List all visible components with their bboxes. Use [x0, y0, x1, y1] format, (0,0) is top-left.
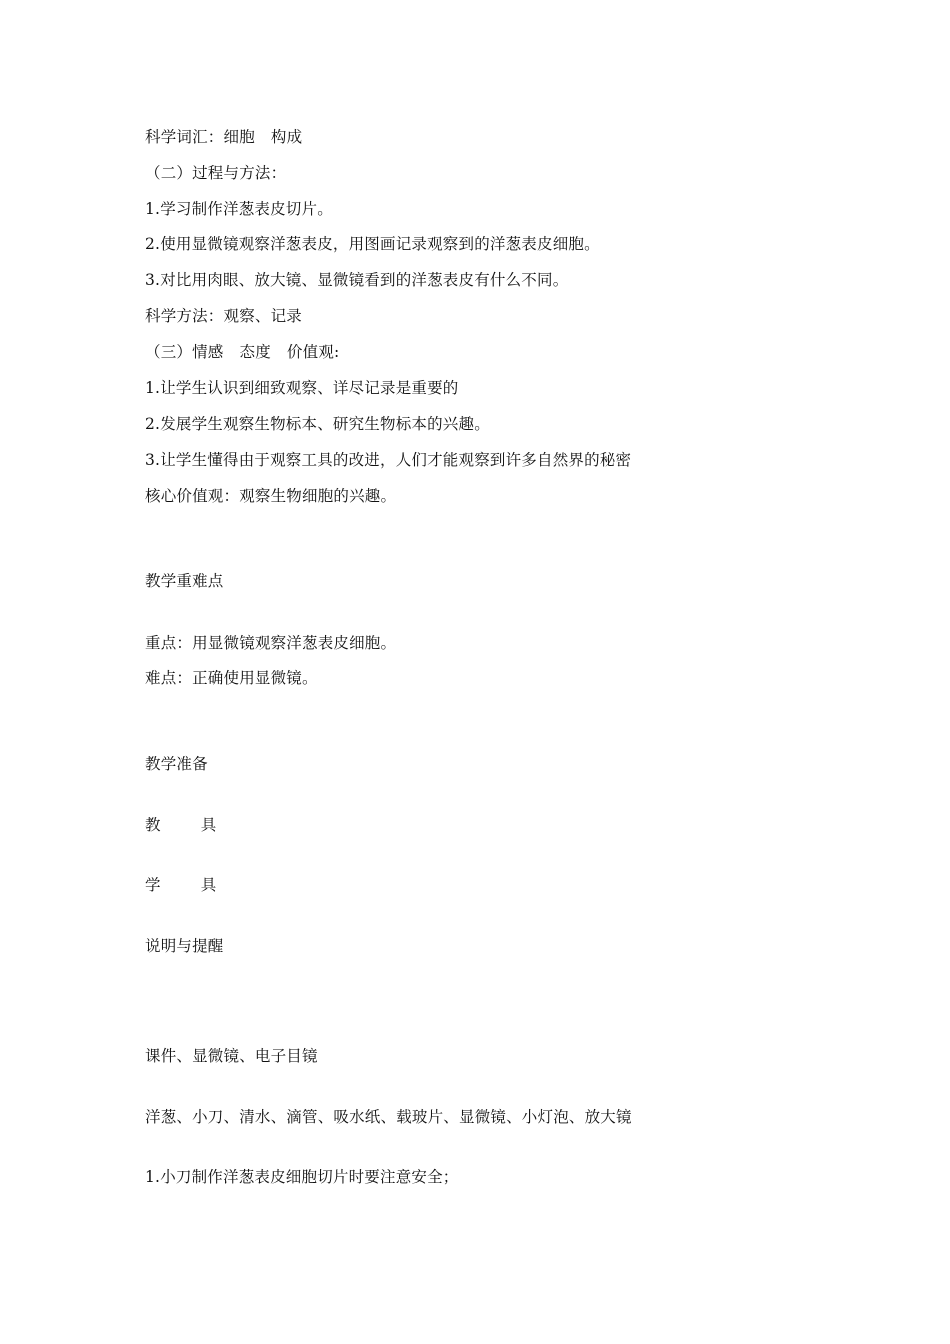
science-vocab-line — [145, 127, 302, 147]
note-item: 1.小刀制作洋葱表皮细胞切片时要注意安全； — [145, 1168, 459, 1186]
student-tools: 洋葱、小刀、清水、滴管、吸水纸、载玻片、显微镜、小灯泡、放大镜 — [145, 1108, 632, 1126]
label-char: 具 — [200, 816, 217, 834]
attitude-item: 2.发展学生观察生物标本、研究生物标本的兴趣。 — [145, 415, 490, 433]
process-heading: （二）过程与方法： — [145, 164, 287, 182]
process-item: 2.使用显微镜观察洋葱表皮，用图画记录观察到的洋葱表皮细胞。 — [145, 235, 600, 253]
difficulty-point: 难点：正确使用显微镜。 — [145, 669, 318, 687]
attitude-item: 3.让学生懂得由于观察工具的改进，人们才能观察到许多自然界的秘密 — [145, 451, 632, 469]
attitude-heading-part: 情感 — [192, 343, 224, 361]
label-char: 具 — [200, 876, 217, 894]
science-vocab-term: 细胞 — [223, 128, 255, 146]
science-method: 科学方法：观察、记录 — [145, 307, 303, 325]
notes-label: 说明与提醒 — [145, 937, 224, 955]
science-vocab-label: 科学词汇： — [145, 128, 224, 146]
teacher-tools-label — [145, 815, 216, 835]
key-point: 重点：用显微镜观察洋葱表皮细胞。 — [145, 634, 397, 652]
preparation-heading: 教学准备 — [145, 755, 208, 773]
attitude-heading-prefix: （三） — [145, 343, 193, 361]
attitude-heading-part: 价值观: — [286, 343, 340, 361]
attitude-heading — [145, 342, 339, 362]
process-item: 3.对比用肉眼、放大镜、显微镜看到的洋葱表皮有什么不同。 — [145, 271, 569, 289]
science-vocab-term: 构成 — [270, 128, 303, 146]
label-char: 学 — [145, 876, 161, 894]
core-value: 核心价值观：观察生物细胞的兴趣。 — [145, 487, 397, 505]
label-char: 教 — [145, 816, 161, 834]
attitude-item: 1.让学生认识到细致观察、详尽记录是重要的 — [145, 379, 459, 397]
teacher-tools: 课件、显微镜、电子目镜 — [145, 1047, 318, 1065]
process-item: 1.学习制作洋葱表皮切片。 — [145, 200, 333, 218]
attitude-heading-part: 态度 — [239, 343, 271, 361]
student-tools-label — [145, 875, 216, 895]
key-points-heading: 教学重难点 — [145, 572, 224, 590]
